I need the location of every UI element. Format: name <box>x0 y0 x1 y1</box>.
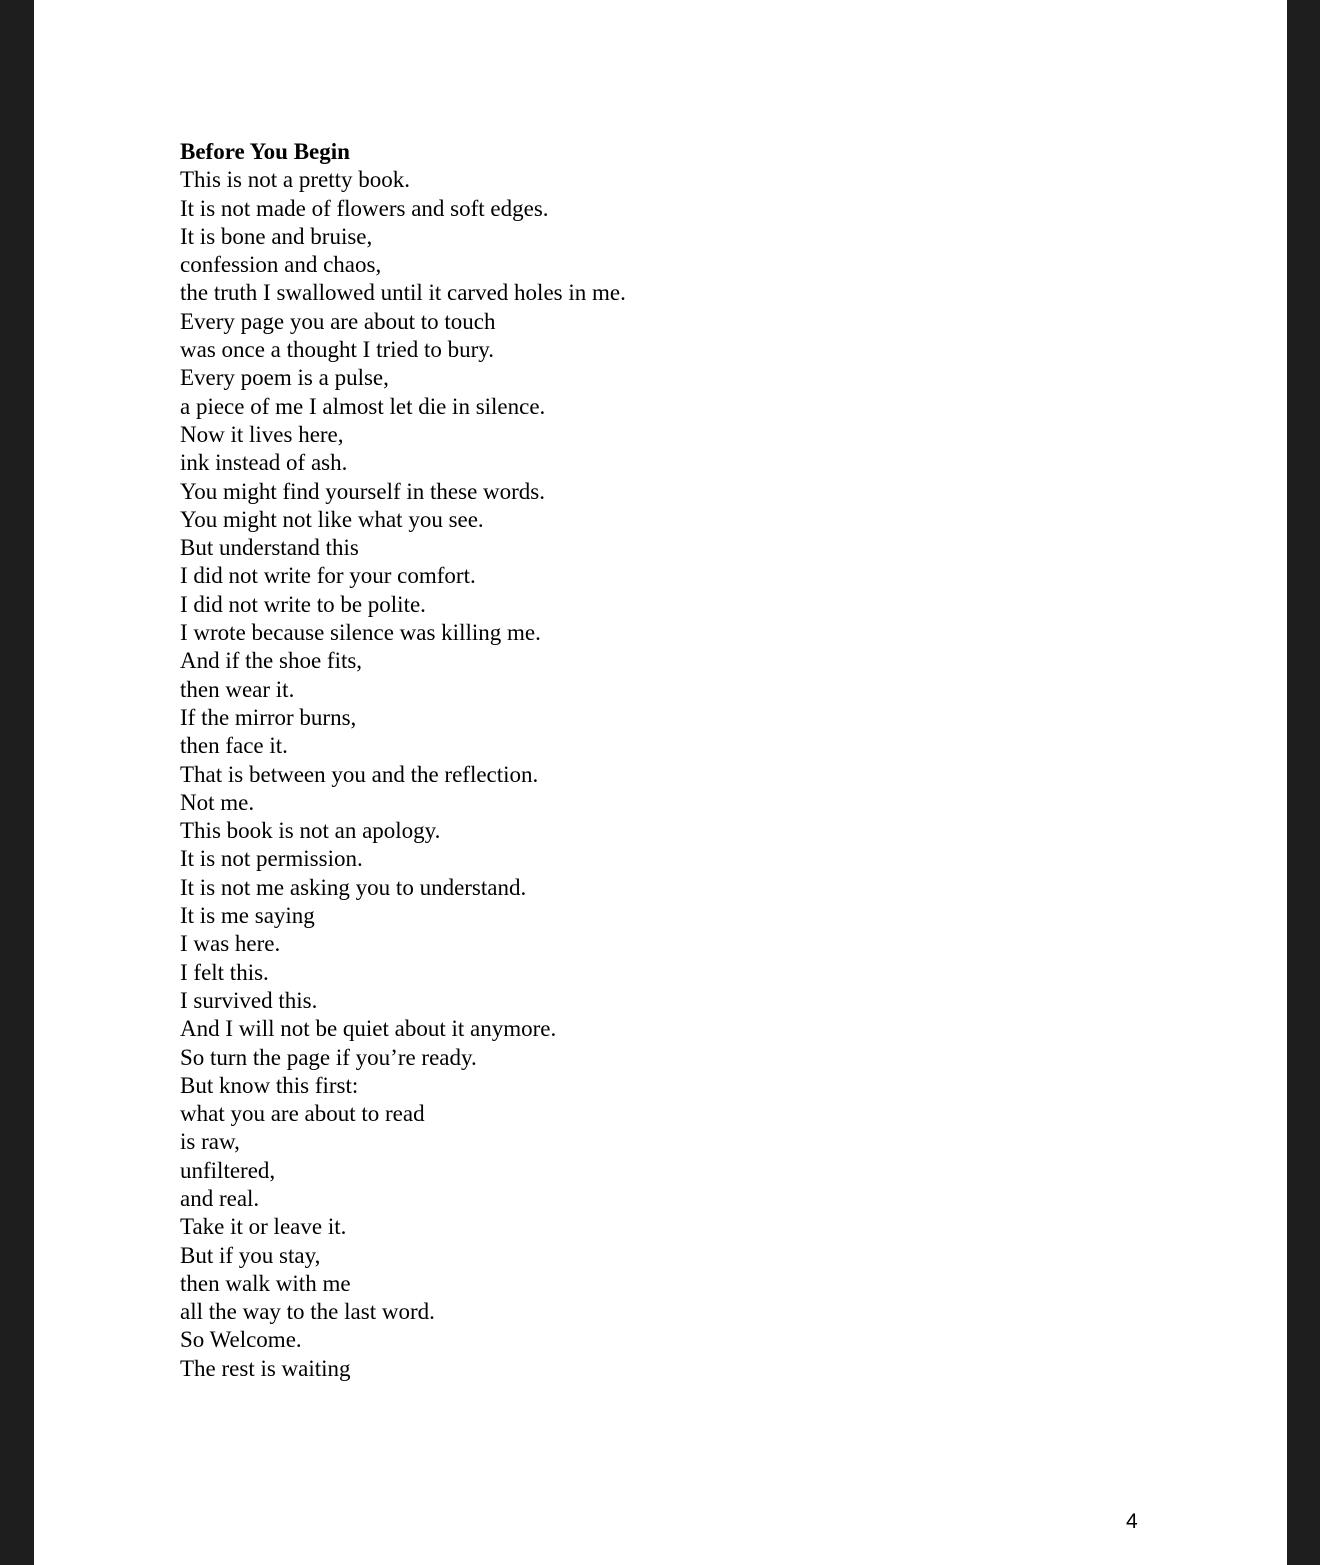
poem-line: This book is not an apology. <box>180 818 441 844</box>
poem-line: I was here. <box>180 931 281 957</box>
poem-line: and real. <box>180 1185 260 1211</box>
poem-line: If the mirror burns, <box>180 704 357 730</box>
poem-line: And I will not be quiet about it anymore. <box>180 1016 557 1042</box>
poem-line: You might not like what you see. <box>180 506 484 532</box>
poem-line: what you are about to read <box>180 1101 425 1127</box>
poem-line: Every page you are about to touch <box>180 308 496 334</box>
poem-line: all the way to the last word. <box>180 1299 435 1325</box>
poem-line: I wrote because silence was killing me. <box>180 620 541 646</box>
document-page <box>34 0 1287 1565</box>
poem-line: The rest is waiting <box>180 1355 351 1381</box>
poem-line: then walk with me <box>180 1270 351 1296</box>
poem-line: Now it lives here, <box>180 421 344 447</box>
poem-line: was once a thought I tried to bury. <box>180 337 495 363</box>
poem-line: Take it or leave it. <box>180 1214 347 1240</box>
page-number: 4 <box>1126 1510 1138 1533</box>
poem-line: the truth I swallowed until it carved holes in me. <box>180 280 626 306</box>
poem-line: That is between you and the reflection. <box>180 761 539 787</box>
poem-line: So Welcome. <box>180 1327 302 1353</box>
poem-line: But understand this <box>180 535 359 561</box>
poem-line: And if the shoe fits, <box>180 648 363 674</box>
poem-line: unfiltered, <box>180 1157 276 1183</box>
poem-line: then face it. <box>180 733 288 759</box>
poem-line: So turn the page if you’re ready. <box>180 1044 477 1070</box>
poem-line: It is me saying <box>180 903 315 929</box>
poem-line: I survived this. <box>180 987 318 1013</box>
poem-lines <box>180 166 626 1383</box>
poem-line: a piece of me I almost let die in silence. <box>180 393 546 419</box>
poem-line: is raw, <box>180 1129 240 1155</box>
poem-line: I felt this. <box>180 959 269 985</box>
poem-line: But if you stay, <box>180 1242 321 1268</box>
poem-line: But know this first: <box>180 1072 359 1098</box>
poem-line: It is bone and bruise, <box>180 223 373 249</box>
poem-line: It is not permission. <box>180 846 363 872</box>
poem-body <box>180 138 626 1383</box>
poem-line: It is not made of flowers and soft edges. <box>180 195 549 221</box>
section-title: Before You Begin <box>180 139 350 164</box>
poem-line: confession and chaos, <box>180 252 382 278</box>
poem-line: Not me. <box>180 789 255 815</box>
poem-line: This is not a pretty book. <box>180 167 410 193</box>
poem-line: It is not me asking you to understand. <box>180 874 527 900</box>
scrollbar-track[interactable] <box>1294 0 1320 1565</box>
poem-line: I did not write for your comfort. <box>180 563 476 589</box>
poem-line: Every poem is a pulse, <box>180 365 389 391</box>
poem-line: ink instead of ash. <box>180 450 348 476</box>
poem-line: then wear it. <box>180 676 295 702</box>
poem-line: You might find yourself in these words. <box>180 478 546 504</box>
poem-line: I did not write to be polite. <box>180 591 426 617</box>
